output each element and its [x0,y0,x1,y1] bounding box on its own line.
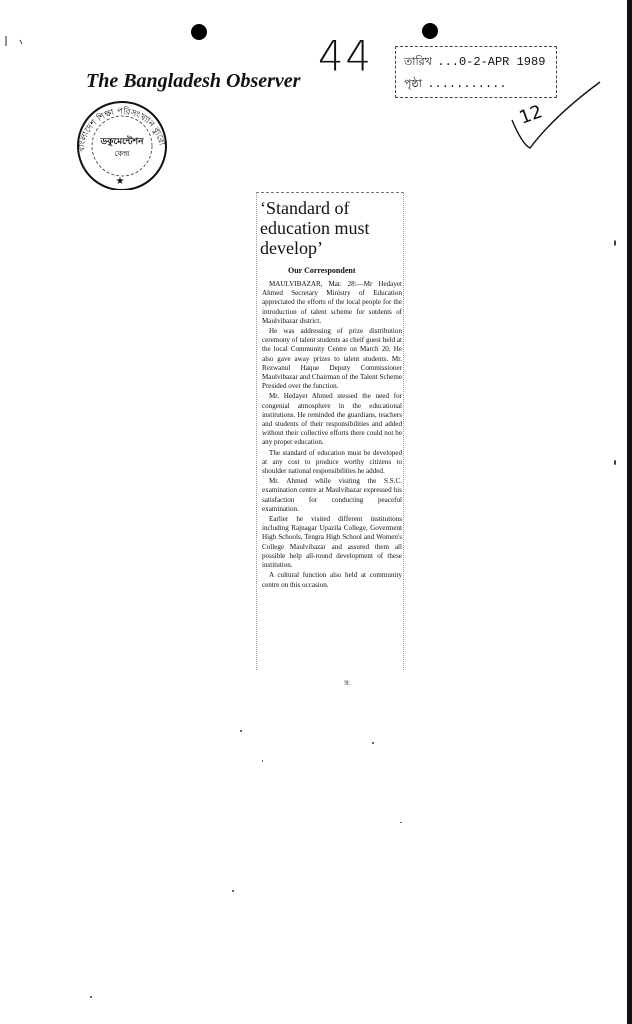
date-value: ...0-2-APR 1989 [437,55,546,69]
scan-speck [240,730,242,732]
date-row [404,53,545,72]
article-paragraph: Mr. Hedayet Ahmed stessed the need for congenial atmosphere in the educational institutions. He reminded the guardians, teachers and students of their responsibilities and added without their collective efforts there could not be any proper education. [262,392,402,447]
scan-speck [232,890,234,892]
scan-speck [614,240,616,246]
seal-inner-line1: ডকুমেন্টেশন [100,137,144,147]
seal-inner-line2: কেন্দ্র [114,149,130,158]
page-value: ........... [427,77,507,91]
article-paragraph: Mr. Ahmed while visiting the S.S.C. examination centre at Maulvibazar expressed his satisfaction for conducting peaceful examination. [262,477,402,513]
newspaper-name: The Bangladesh Observer [86,70,301,92]
scan-marks [4,34,28,48]
punch-hole-right [422,23,438,39]
date-label: তারিখ [404,55,432,68]
article-paragraph: The standard of education must be developed at any cost to produce worthy citizens to shoulder national responsibilities he added. [262,448,402,476]
pen-number: 12 [516,101,546,129]
article-paragraph: Earlier he visited different institutions including Rajnagar Upazila College, Goverment High Schools, Tengra High School and Women's College Maulvibazar and assured them all possible help all-round development of these institution. [262,515,402,570]
news-clipping [256,192,404,670]
article-byline: Our Correspondent [288,266,356,275]
article-paragraph: He was addressing of prize distribution ceremony of talent students as cheif guest held at the local Community Centre on March 20. He also gave away prizes to talent students. Mr. Rezwanul Haque Deputy Commissioner Maulvibazar and Chairman of the Talent Scheme Presided over the function. [262,327,402,391]
footer-mark: ℜ: [344,680,351,687]
article-body [262,280,402,591]
scan-speck [400,822,402,823]
scan-edge [627,0,632,1024]
page-row [404,75,507,94]
scan-speck [262,760,263,762]
article-paragraph: MAULVIBAZAR, Mar. 28:—Mr Hedayet Ahmed Secretary Ministry of Education appreciated the efforts of the local people for the introduction of talent scheme for sutdents of Maulvibazar district. [262,280,402,325]
article-headline: ‘Standard of education must develop’ [260,198,370,258]
scan-speck [90,996,92,998]
scan-speck [372,742,374,744]
scan-speck [614,460,616,465]
clipping-edge-left [256,192,258,670]
svg-text:★: ★ [115,176,125,187]
clipping-edge-right [402,192,404,670]
clipping-edge-top [256,192,404,194]
seal-outer-text: বাংলাদেশ শিক্ষা পরিসংখ্যান ব্যুরো [76,106,167,153]
pen-mark [508,76,604,152]
page-label: পৃষ্ঠা [404,77,422,90]
handwritten-number: 44 [318,32,373,82]
article-paragraph: A cultural function also held at community centre on this occasion. [262,571,402,589]
documentation-seal [66,94,178,190]
punch-hole-left [191,24,207,40]
